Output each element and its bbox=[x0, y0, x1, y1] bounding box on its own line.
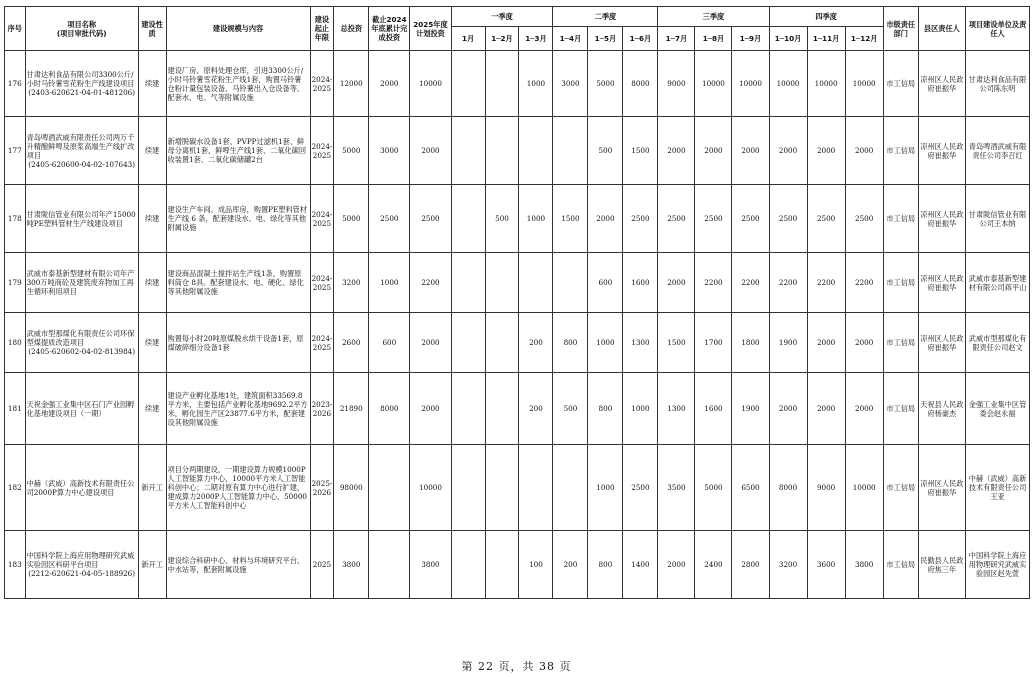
header-nature: 建设性质 bbox=[138, 7, 166, 51]
cell-unit: 甘肃陇信管业有限公司王本纳 bbox=[966, 185, 1030, 253]
cell-total: 5000 bbox=[334, 185, 369, 253]
project-code: (2212-620621-04-05-188926) bbox=[28, 569, 136, 578]
cell-county: 凉州区人民政府崔振华 bbox=[918, 51, 965, 117]
cell-month: 600 bbox=[588, 253, 623, 313]
table-header bbox=[5, 7, 1030, 51]
cell-project bbox=[25, 117, 138, 185]
project-name: 甘肃陇信管业有限公司年产15000吨PE塑料管材生产线建设项目 bbox=[26, 209, 136, 228]
cell-month: 10000 bbox=[769, 51, 807, 117]
table-row bbox=[5, 445, 1030, 531]
cell-month: 2200 bbox=[807, 253, 845, 313]
cell-month: 2200 bbox=[769, 253, 807, 313]
cell-month: 1800 bbox=[732, 313, 769, 373]
header-month: 1─2月 bbox=[485, 27, 519, 51]
cell-project bbox=[25, 445, 138, 531]
cell-month: 5000 bbox=[695, 445, 732, 531]
table-row bbox=[5, 531, 1030, 599]
cell-month: 2000 bbox=[658, 253, 695, 313]
cell-month bbox=[451, 445, 485, 531]
header-month: 1─6月 bbox=[623, 27, 658, 51]
cell-month bbox=[553, 445, 588, 531]
cell-period: 2024-2025 bbox=[310, 313, 334, 373]
cell-cum2024: 8000 bbox=[369, 373, 410, 445]
cell-month: 1000 bbox=[519, 51, 553, 117]
cell-county: 凉州区人民政府崔振华 bbox=[918, 185, 965, 253]
cell-month: 1400 bbox=[623, 531, 658, 599]
cell-unit: 中国科学院上海应用物理研究武威实验园区赵先萱 bbox=[966, 531, 1030, 599]
cell-seq: 176 bbox=[5, 51, 26, 117]
cell-scale: 建设产业孵化基地1处，建筑面积33569.8平方米，主要包括产业孵化基地9692.2平方米，孵化园生产区23877.6平方米，配套建设其他附属设施 bbox=[166, 373, 310, 445]
cell-unit: 金强工业集中区管委会赵永福 bbox=[966, 373, 1030, 445]
cell-month: 800 bbox=[553, 313, 588, 373]
table-body bbox=[5, 51, 1030, 599]
cell-plan2025: 2200 bbox=[410, 253, 451, 313]
cell-plan2025: 2500 bbox=[410, 185, 451, 253]
cell-month bbox=[553, 253, 588, 313]
cell-scale: 项目分两期建设，一期建设算力规模1000P人工智能算力中心，10000平方米人工智能科创中心；二期对原有算力中心进行扩建，建成算力2000P人工智能算力中心、50000平方米人工智能科创中心 bbox=[166, 445, 310, 531]
cell-total: 3200 bbox=[334, 253, 369, 313]
cell-period: 2024-2025 bbox=[310, 51, 334, 117]
header-period: 建设起止年限 bbox=[310, 7, 334, 51]
cell-period: 2024-2025 bbox=[310, 253, 334, 313]
cell-month: 2000 bbox=[807, 117, 845, 185]
cell-month: 10000 bbox=[845, 51, 883, 117]
header-county: 县区责任人 bbox=[918, 7, 965, 51]
cell-scale: 新增脱碳水设备1套、PVPP过滤机1套、鲜母分离机1套，鲜啤生产线1套、二氧化碳回收装置1套、二氧化碳储罐2台 bbox=[166, 117, 310, 185]
cell-seq: 178 bbox=[5, 185, 26, 253]
header-seq: 序号 bbox=[5, 7, 26, 51]
cell-total: 12000 bbox=[334, 51, 369, 117]
header-project-name-label: 项目名称 bbox=[67, 19, 97, 29]
cell-month: 100 bbox=[519, 531, 553, 599]
cell-month: 1600 bbox=[623, 253, 658, 313]
header-month: 1─8月 bbox=[695, 27, 732, 51]
cell-cum2024 bbox=[369, 531, 410, 599]
cell-month: 2500 bbox=[695, 185, 732, 253]
cell-plan2025: 10000 bbox=[410, 51, 451, 117]
header-month: 1─10月 bbox=[769, 27, 807, 51]
cell-nature: 续建 bbox=[138, 185, 166, 253]
cell-unit: 武威市泰基新型建材有限公司蒋平山 bbox=[966, 253, 1030, 313]
cell-month: 1300 bbox=[623, 313, 658, 373]
project-code: (2405-620600-04-02-107643) bbox=[28, 159, 136, 169]
cell-seq: 181 bbox=[5, 373, 26, 445]
cell-month: 1300 bbox=[658, 373, 695, 445]
cell-month: 200 bbox=[519, 373, 553, 445]
cell-month bbox=[451, 313, 485, 373]
header-q4: 四季度 bbox=[769, 7, 883, 27]
header-q1: 一季度 bbox=[451, 7, 553, 27]
cell-month: 3200 bbox=[769, 531, 807, 599]
cell-month: 2000 bbox=[769, 373, 807, 445]
header-unit: 项目建设单位及责任人 bbox=[966, 7, 1030, 51]
cell-month: 2500 bbox=[845, 185, 883, 253]
cell-seq: 179 bbox=[5, 253, 26, 313]
table-row bbox=[5, 117, 1030, 185]
cell-month: 3600 bbox=[807, 531, 845, 599]
cell-month bbox=[485, 445, 519, 531]
table-row bbox=[5, 313, 1030, 373]
cell-county: 民勤县人民政府焦三年 bbox=[918, 531, 965, 599]
cell-month: 2200 bbox=[845, 253, 883, 313]
cell-month bbox=[519, 445, 553, 531]
cell-seq: 180 bbox=[5, 313, 26, 373]
project-name: 中国科学院上海应用物理研究武威实验园区科研平台项目 bbox=[26, 551, 135, 569]
cell-month: 10000 bbox=[732, 51, 769, 117]
header-cum2024: 截止2024年底累计完成投资 bbox=[369, 7, 410, 51]
cell-month: 2500 bbox=[732, 185, 769, 253]
cell-month: 2500 bbox=[623, 185, 658, 253]
cell-month: 2000 bbox=[807, 373, 845, 445]
header-total: 总投资 bbox=[334, 7, 369, 51]
cell-month: 2200 bbox=[695, 253, 732, 313]
cell-month bbox=[451, 185, 485, 253]
cell-month: 6500 bbox=[732, 445, 769, 531]
cell-period: 2025-2026 bbox=[310, 445, 334, 531]
cell-month: 200 bbox=[553, 531, 588, 599]
header-scale: 建设规模与内容 bbox=[166, 7, 310, 51]
cell-nature: 续建 bbox=[138, 253, 166, 313]
cell-month: 2000 bbox=[845, 117, 883, 185]
cell-plan2025: 3800 bbox=[410, 531, 451, 599]
table-row bbox=[5, 373, 1030, 445]
cell-dept: 市工信局 bbox=[883, 185, 918, 253]
cell-project bbox=[25, 373, 138, 445]
cell-seq: 177 bbox=[5, 117, 26, 185]
table-row bbox=[5, 185, 1030, 253]
cell-month: 8000 bbox=[769, 445, 807, 531]
project-table bbox=[4, 6, 1030, 599]
header-month: 1月 bbox=[451, 27, 485, 51]
cell-month: 10000 bbox=[845, 445, 883, 531]
cell-project bbox=[25, 51, 138, 117]
cell-dept: 市工信局 bbox=[883, 313, 918, 373]
cell-scale: 建设生产车间、成品库房，购置PE塑料管材生产线 6 条，配套建设水、电、绿化等其他附属设施 bbox=[166, 185, 310, 253]
cell-dept: 市工信局 bbox=[883, 51, 918, 117]
cell-month bbox=[451, 373, 485, 445]
cell-nature: 续建 bbox=[138, 51, 166, 117]
header-month: 1─3月 bbox=[519, 27, 553, 51]
cell-month: 2000 bbox=[732, 117, 769, 185]
project-name: 甘肃达利食品有限公司3300公斤/小时马铃薯雪花粉生产线建设项目 bbox=[26, 70, 135, 88]
cell-month: 1500 bbox=[623, 117, 658, 185]
cell-scale: 建设综合科研中心、材料与环境研究平台、中水站等，配套附属设施 bbox=[166, 531, 310, 599]
cell-month: 1000 bbox=[588, 445, 623, 531]
cell-month: 1600 bbox=[695, 373, 732, 445]
cell-month bbox=[451, 51, 485, 117]
cell-period: 2023-2026 bbox=[310, 373, 334, 445]
cell-month bbox=[485, 117, 519, 185]
cell-nature: 续建 bbox=[138, 373, 166, 445]
cell-plan2025: 2000 bbox=[410, 373, 451, 445]
page-number: 第 22 页，共 38 页 bbox=[461, 660, 572, 673]
cell-month: 2000 bbox=[845, 313, 883, 373]
header-month: 1─5月 bbox=[588, 27, 623, 51]
header-plan2025: 2025年度计划投资 bbox=[410, 7, 451, 51]
header-q3: 三季度 bbox=[658, 7, 769, 27]
header-month: 1─7月 bbox=[658, 27, 695, 51]
cell-month bbox=[519, 253, 553, 313]
cell-month bbox=[485, 51, 519, 117]
header-month: 1─11月 bbox=[807, 27, 845, 51]
cell-total: 21890 bbox=[334, 373, 369, 445]
cell-month: 3500 bbox=[658, 445, 695, 531]
cell-month: 10000 bbox=[807, 51, 845, 117]
cell-total: 3800 bbox=[334, 531, 369, 599]
cell-month: 1500 bbox=[658, 313, 695, 373]
cell-month: 2500 bbox=[623, 445, 658, 531]
cell-nature: 续建 bbox=[138, 117, 166, 185]
cell-month: 2000 bbox=[588, 185, 623, 253]
cell-month: 1500 bbox=[553, 185, 588, 253]
cell-period: 2024-2025 bbox=[310, 185, 334, 253]
cell-county: 天祝县人民政府杨豪杰 bbox=[918, 373, 965, 445]
cell-project bbox=[25, 313, 138, 373]
cell-month: 2800 bbox=[732, 531, 769, 599]
cell-dept: 市工信局 bbox=[883, 253, 918, 313]
cell-month: 2500 bbox=[769, 185, 807, 253]
cell-month bbox=[451, 117, 485, 185]
cell-nature: 续建 bbox=[138, 313, 166, 373]
cell-plan2025: 2000 bbox=[410, 117, 451, 185]
cell-county: 凉州区人民政府崔振华 bbox=[918, 313, 965, 373]
header-month: 1─9月 bbox=[732, 27, 769, 51]
cell-month: 10000 bbox=[695, 51, 732, 117]
cell-period: 2025 bbox=[310, 531, 334, 599]
cell-month bbox=[451, 253, 485, 313]
cell-month: 1900 bbox=[769, 313, 807, 373]
header-month: 1─12月 bbox=[845, 27, 883, 51]
project-code: (2403-620621-04-01-481206) bbox=[28, 88, 136, 97]
cell-month: 5000 bbox=[588, 51, 623, 117]
cell-month: 2000 bbox=[769, 117, 807, 185]
cell-plan2025: 2000 bbox=[410, 313, 451, 373]
cell-cum2024: 2500 bbox=[369, 185, 410, 253]
cell-month: 500 bbox=[485, 185, 519, 253]
cell-month: 2500 bbox=[658, 185, 695, 253]
cell-dept: 市工信局 bbox=[883, 117, 918, 185]
header-month: 1─4月 bbox=[553, 27, 588, 51]
table-row bbox=[5, 253, 1030, 313]
cell-month: 1700 bbox=[695, 313, 732, 373]
cell-month bbox=[553, 117, 588, 185]
cell-month: 3000 bbox=[553, 51, 588, 117]
cell-unit: 青岛啤酒武威有限责任公司李召红 bbox=[966, 117, 1030, 185]
header-project-name bbox=[25, 7, 138, 51]
cell-month: 8000 bbox=[623, 51, 658, 117]
project-name: 中赫（武威）高新技术有限责任公司2000P算力中心建设项目 bbox=[26, 478, 135, 497]
cell-scale: 建设商品混凝土搅拌站生产线1条，购置原料筒仓 8具。配套建设水、电、硬化、绿化等其他附属设施 bbox=[166, 253, 310, 313]
cell-month bbox=[485, 373, 519, 445]
cell-month: 2000 bbox=[658, 531, 695, 599]
cell-seq: 182 bbox=[5, 445, 26, 531]
cell-month: 2000 bbox=[845, 373, 883, 445]
cell-month bbox=[485, 253, 519, 313]
cell-project bbox=[25, 531, 138, 599]
cell-month bbox=[519, 117, 553, 185]
cell-month: 1000 bbox=[588, 313, 623, 373]
cell-project bbox=[25, 253, 138, 313]
cell-month: 3800 bbox=[845, 531, 883, 599]
cell-month: 2200 bbox=[732, 253, 769, 313]
cell-month: 500 bbox=[588, 117, 623, 185]
cell-scale: 购置每小时20吨原煤脱水烘干设备1套，原煤破碎细分设备1套 bbox=[166, 313, 310, 373]
project-name: 武威市泰基新型建材有限公司年产300万吨商砼及建筑废弃物加工再生循环利用项目 bbox=[26, 269, 135, 296]
cell-cum2024 bbox=[369, 445, 410, 531]
cell-month: 200 bbox=[519, 313, 553, 373]
cell-seq: 183 bbox=[5, 531, 26, 599]
cell-month: 2000 bbox=[658, 117, 695, 185]
cell-month bbox=[485, 313, 519, 373]
header-project-code-label: (项目审批代码) bbox=[56, 28, 107, 38]
project-name: 青岛啤酒武威有限责任公司两万千升精酿鲜啤及原浆高端生产线扩改项目 bbox=[26, 132, 135, 160]
cell-month: 1000 bbox=[623, 373, 658, 445]
header-city-dept: 市级责任部门 bbox=[883, 7, 918, 51]
cell-county: 凉州区人民政府崔振华 bbox=[918, 117, 965, 185]
cell-unit: 甘肃达利食品有限公司陈东明 bbox=[966, 51, 1030, 117]
table-row bbox=[5, 51, 1030, 117]
cell-unit: 武威市型那煤化有限责任公司赵文 bbox=[966, 313, 1030, 373]
cell-month: 2000 bbox=[695, 117, 732, 185]
cell-county: 凉州区人民政府崔振华 bbox=[918, 445, 965, 531]
cell-month: 1900 bbox=[732, 373, 769, 445]
cell-month: 800 bbox=[588, 531, 623, 599]
header-q2: 二季度 bbox=[553, 7, 658, 27]
cell-dept: 市工信局 bbox=[883, 445, 918, 531]
cell-cum2024: 1000 bbox=[369, 253, 410, 313]
cell-cum2024: 2000 bbox=[369, 51, 410, 117]
cell-month: 500 bbox=[553, 373, 588, 445]
cell-nature: 新开工 bbox=[138, 445, 166, 531]
cell-unit: 中赫（武威）高新技术有限责任公司王亚 bbox=[966, 445, 1030, 531]
cell-month: 9000 bbox=[807, 445, 845, 531]
cell-month: 2400 bbox=[695, 531, 732, 599]
cell-total: 5000 bbox=[334, 117, 369, 185]
cell-month: 9000 bbox=[658, 51, 695, 117]
project-name: 武威市型那煤化有限责任公司环保型煤提质改造项目 bbox=[26, 329, 135, 347]
cell-cum2024: 600 bbox=[369, 313, 410, 373]
project-code: (2405-620602-04-02-813984) bbox=[28, 347, 136, 356]
cell-scale: 建设厂房、原料处理仓库，引进3300公斤/小时马铃薯雪花粉生产线1套，购置马铃薯仓粉计量包装设备、马铃薯出入仓设备等。配套水、电、气等附属设施 bbox=[166, 51, 310, 117]
page-footer bbox=[0, 658, 1033, 674]
project-name: 天祝金强工业集中区石门产业园孵化基地建设项目（一期） bbox=[26, 399, 135, 418]
cell-month bbox=[485, 531, 519, 599]
cell-project bbox=[25, 185, 138, 253]
cell-month: 1000 bbox=[519, 185, 553, 253]
cell-month: 2500 bbox=[807, 185, 845, 253]
cell-nature: 新开工 bbox=[138, 531, 166, 599]
cell-cum2024: 3000 bbox=[369, 117, 410, 185]
cell-dept: 市工信局 bbox=[883, 373, 918, 445]
cell-county: 凉州区人民政府崔振华 bbox=[918, 253, 965, 313]
cell-total: 98000 bbox=[334, 445, 369, 531]
cell-month: 2000 bbox=[807, 313, 845, 373]
cell-dept: 市工信局 bbox=[883, 531, 918, 599]
cell-month bbox=[451, 531, 485, 599]
cell-total: 2600 bbox=[334, 313, 369, 373]
cell-month: 800 bbox=[588, 373, 623, 445]
cell-plan2025: 10000 bbox=[410, 445, 451, 531]
cell-period: 2024-2025 bbox=[310, 117, 334, 185]
